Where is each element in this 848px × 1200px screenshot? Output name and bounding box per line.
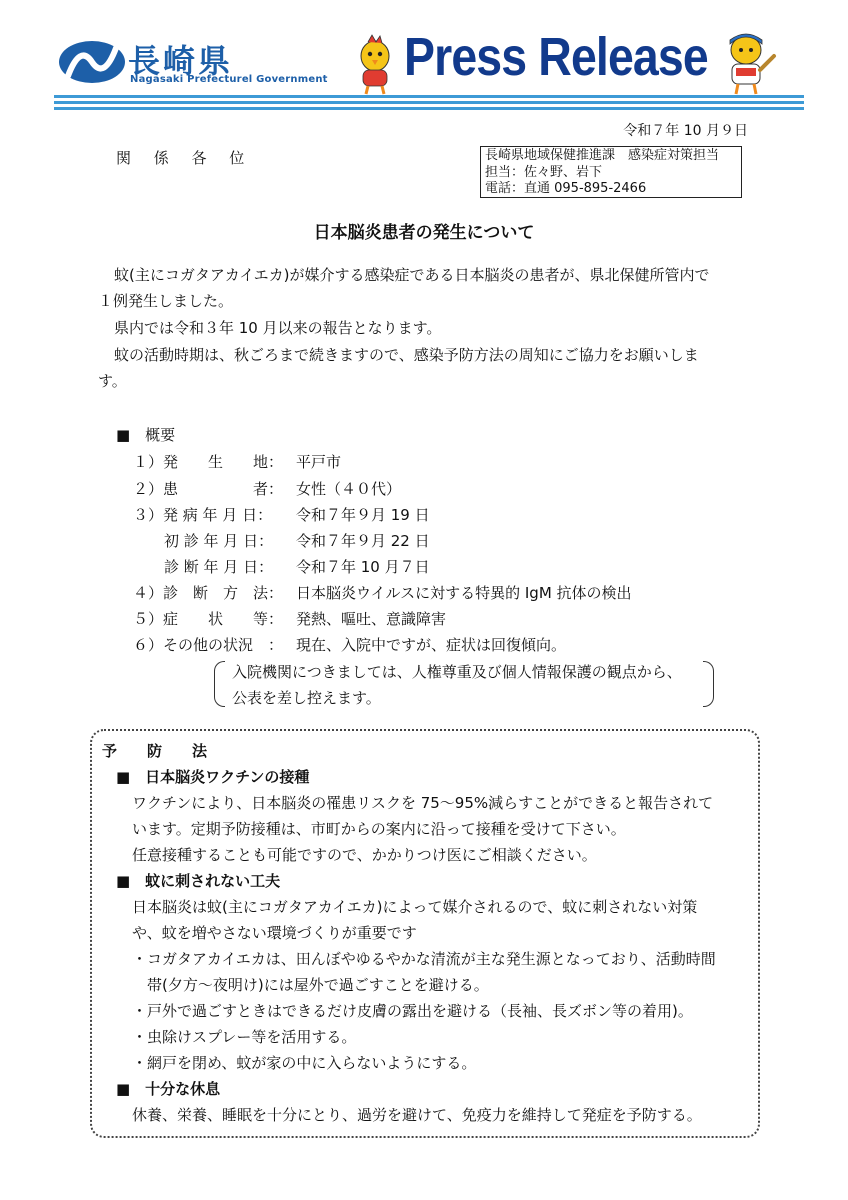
contact-box <box>480 146 742 198</box>
overview-value: 女性（４０代） <box>296 480 402 498</box>
mosquito-bullet-2: ・戸外で過ごすときはできるだけ皮膚の露出を避ける（長袖、長ズボン等の着用)。 <box>132 1002 693 1020</box>
overview-label: 初 診 年 月 日： <box>164 532 274 550</box>
overview-value: 令和７年９月 19 日 <box>296 506 430 524</box>
press-release-title: Press Release <box>404 27 708 87</box>
body-paragraph-1-line-1: 蚊(主にコガタアカイエカ)が媒介する感染症である日本脳炎の患者が、県北保健所管内で <box>114 266 710 284</box>
mosquito-bullet-1-line-1: ・コガタアカイエカは、田んぼやゆるやかな清流が主な発生源となっており、活動時間 <box>132 950 716 968</box>
note-bracket-right <box>703 661 714 707</box>
body-paragraph-3-line-2: す。 <box>98 372 127 390</box>
contact-person: 担当：佐々野、岩下 <box>485 164 603 180</box>
rest-heading: ■ 十分な休息 <box>116 1080 221 1098</box>
body-paragraph-2: 県内では令和３年 10 月以来の報告となります。 <box>114 319 442 337</box>
vaccine-text-line-1: ワクチンにより、日本脳炎の罹患リスクを 75～95%減らすことができると報告されて <box>132 794 714 812</box>
header-stripe <box>54 101 804 104</box>
nagasaki-logo-icon <box>58 40 126 84</box>
document-title: 日本脳炎患者の発生について <box>313 223 535 243</box>
vaccine-text-line-3: 任意接種することも可能ですので、かかりつけ医にご相談ください。 <box>132 846 597 864</box>
mosquito-bullet-3: ・虫除けスプレー等を活用する。 <box>132 1028 357 1046</box>
mascot-character-icon <box>712 30 780 96</box>
overview-label: ２）患 者： <box>133 480 284 498</box>
privacy-note-line-1: 入院機関につきましては、人権尊重及び個人情報保護の観点から、 <box>232 663 682 681</box>
overview-value: 令和７年９月 22 日 <box>296 532 430 550</box>
overview-label: ３）発 病 年 月 日： <box>133 506 273 524</box>
logo-subtitle: Nagasaki Prefecturel Government <box>130 74 328 85</box>
body-paragraph-1-line-2: １例発生しました。 <box>98 292 234 310</box>
privacy-note-line-2: 公表を差し控えます。 <box>232 689 381 707</box>
logo-name: 長崎県 <box>128 42 234 80</box>
prevention-heading: 予 防 法 <box>102 742 208 760</box>
mosquito-bullet-4: ・網戸を閉め、蚊が家の中に入らないようにする。 <box>132 1054 477 1072</box>
overview-value: 現在、入院中ですが、症状は回復傾向。 <box>296 636 567 654</box>
overview-label: ４）診 断 方 法： <box>133 584 284 602</box>
rest-text: 休養、栄養、睡眠を十分にとり、過労を避けて、免疫力を維持して発症を予防する。 <box>132 1106 702 1124</box>
overview-label: 診 断 年 月 日： <box>164 558 274 576</box>
overview-value: 平戸市 <box>296 453 342 471</box>
header-stripe <box>54 107 804 110</box>
contact-department: 長崎県地域保健推進課 感染症対策担当 <box>485 148 720 163</box>
vaccine-heading: ■ 日本脳炎ワクチンの接種 <box>116 768 310 786</box>
overview-value: 日本脳炎ウイルスに対する特異的 IgM 抗体の検出 <box>296 584 632 602</box>
release-date: 令和７年 10 月９日 <box>623 123 748 139</box>
overview-value: 令和７年 10 月７日 <box>296 558 430 576</box>
mosquito-text-line-2: や、蚊を増やさない環境づくりが重要です <box>132 924 417 942</box>
overview-label: ５）症 状 等： <box>133 610 284 628</box>
vaccine-text-line-2: います。定期予防接種は、市町からの案内に沿って接種を受けて下さい。 <box>132 820 626 838</box>
overview-label: ６）その他の状況 ： <box>133 636 284 654</box>
mosquito-text-line-1: 日本脳炎は蚊(主にコガタアカイエカ)によって媒介されるので、蚊に刺されない対策 <box>132 898 698 916</box>
overview-value: 発熱、嘔吐、意識障害 <box>296 610 447 628</box>
addressee: 関 係 各 位 <box>116 149 254 167</box>
mosquito-bullet-1-line-2: 帯(夕方～夜明け)には屋外で過ごすことを避ける。 <box>147 976 489 994</box>
contact-phone: 電話：直通 095-895-2466 <box>485 181 647 196</box>
body-paragraph-3-line-1: 蚊の活動時期は、秋ごろまで続きますので、感染予防方法の周知にご協力をお願いしま <box>114 346 699 364</box>
header-stripe <box>54 95 804 98</box>
note-bracket-left <box>214 661 225 707</box>
overview-label: １）発 生 地： <box>133 453 284 471</box>
overview-heading: ■ 概要 <box>116 426 176 444</box>
bird-mascot-icon <box>350 34 400 96</box>
mosquito-heading: ■ 蚊に刺されない工夫 <box>116 872 281 890</box>
